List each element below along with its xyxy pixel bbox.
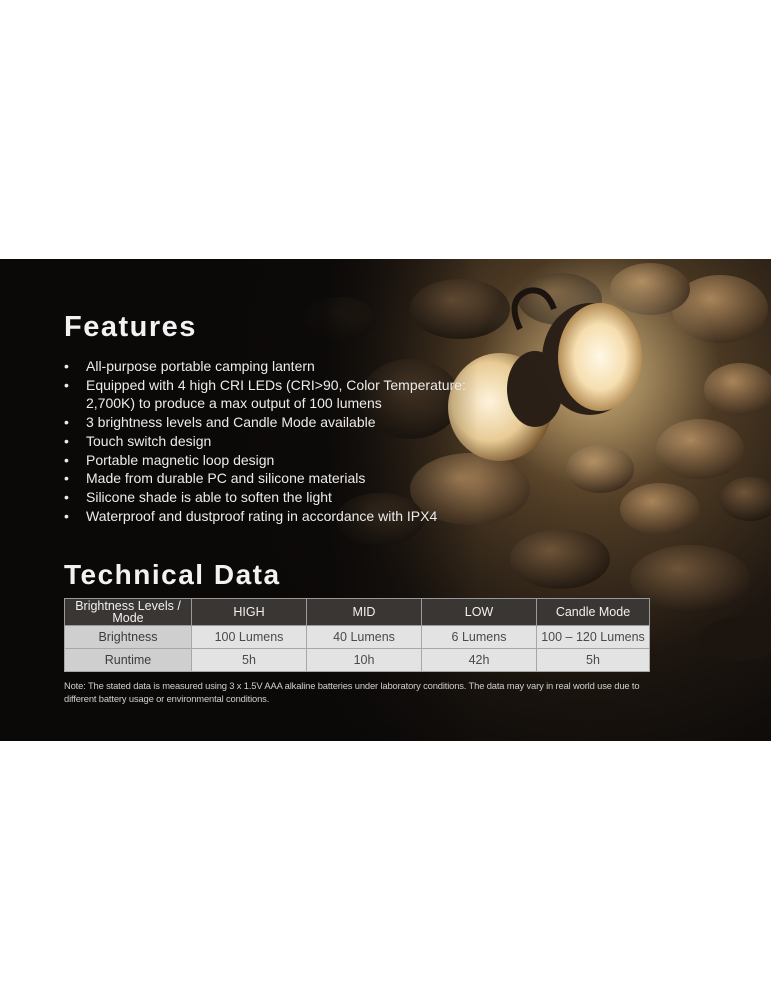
header-cell-mode: Brightness Levels / Mode <box>65 599 192 626</box>
table-cell: 6 Lumens <box>422 626 537 649</box>
row-label: Brightness <box>65 626 192 649</box>
row-label: Runtime <box>65 649 192 672</box>
header-cell-candle: Candle Mode <box>537 599 650 626</box>
feature-item <box>64 413 494 432</box>
feature-text: All-purpose portable camping lantern <box>86 358 315 374</box>
feature-text: Silicone shade is able to soften the light <box>86 488 332 505</box>
feature-item <box>64 357 494 376</box>
table-cell: 5h <box>537 649 650 672</box>
product-banner <box>0 259 771 741</box>
table-cell: 5h <box>192 649 307 672</box>
bullet-icon: • <box>64 414 69 431</box>
header-cell-low: LOW <box>422 599 537 626</box>
bullet-icon: • <box>64 358 69 374</box>
feature-list <box>64 357 494 525</box>
technical-data-heading: Technical Data <box>64 559 281 590</box>
table-cell: 100 Lumens <box>192 626 307 649</box>
table-cell: 40 Lumens <box>307 626 422 649</box>
bullet-icon: • <box>64 488 69 505</box>
table-row <box>65 626 650 649</box>
table-cell: 100 – 120 Lumens <box>537 626 650 649</box>
feature-item <box>64 432 494 451</box>
table-cell: 42h <box>422 649 537 672</box>
feature-item <box>64 488 494 507</box>
feature-text: Equipped with 4 high CRI LEDs (CRI>90, Color Temperature: 2,700K) to produce a max output of 100 lumens <box>86 376 466 412</box>
table-header-row <box>65 599 650 626</box>
bullet-icon: • <box>64 376 69 393</box>
feature-item <box>64 451 494 470</box>
feature-item <box>64 376 494 413</box>
technical-data-table <box>64 598 650 672</box>
feature-text: Waterproof and dustproof rating in accordance with IPX4 <box>86 507 438 524</box>
header-cell-high: HIGH <box>192 599 307 626</box>
header-cell-mid: MID <box>307 599 422 626</box>
feature-text: Made from durable PC and silicone materials <box>86 470 366 487</box>
feature-item <box>64 469 494 488</box>
table-cell: 10h <box>307 649 422 672</box>
bullet-icon: • <box>64 451 69 468</box>
bullet-icon: • <box>64 432 69 449</box>
table-row <box>65 649 650 672</box>
feature-text: Touch switch design <box>86 432 212 449</box>
bullet-icon: • <box>64 470 69 487</box>
feature-text: 3 brightness levels and Candle Mode available <box>86 414 376 431</box>
bullet-icon: • <box>64 507 69 524</box>
measurement-note: Note: The stated data is measured using 3 x 1.5V AAA alkaline batteries under laboratory conditions. The data may vary in real world use due to different battery usage or environmental conditions. <box>64 680 640 704</box>
feature-item <box>64 507 494 526</box>
features-heading: Features <box>64 311 197 343</box>
feature-text: Portable magnetic loop design <box>86 451 275 468</box>
